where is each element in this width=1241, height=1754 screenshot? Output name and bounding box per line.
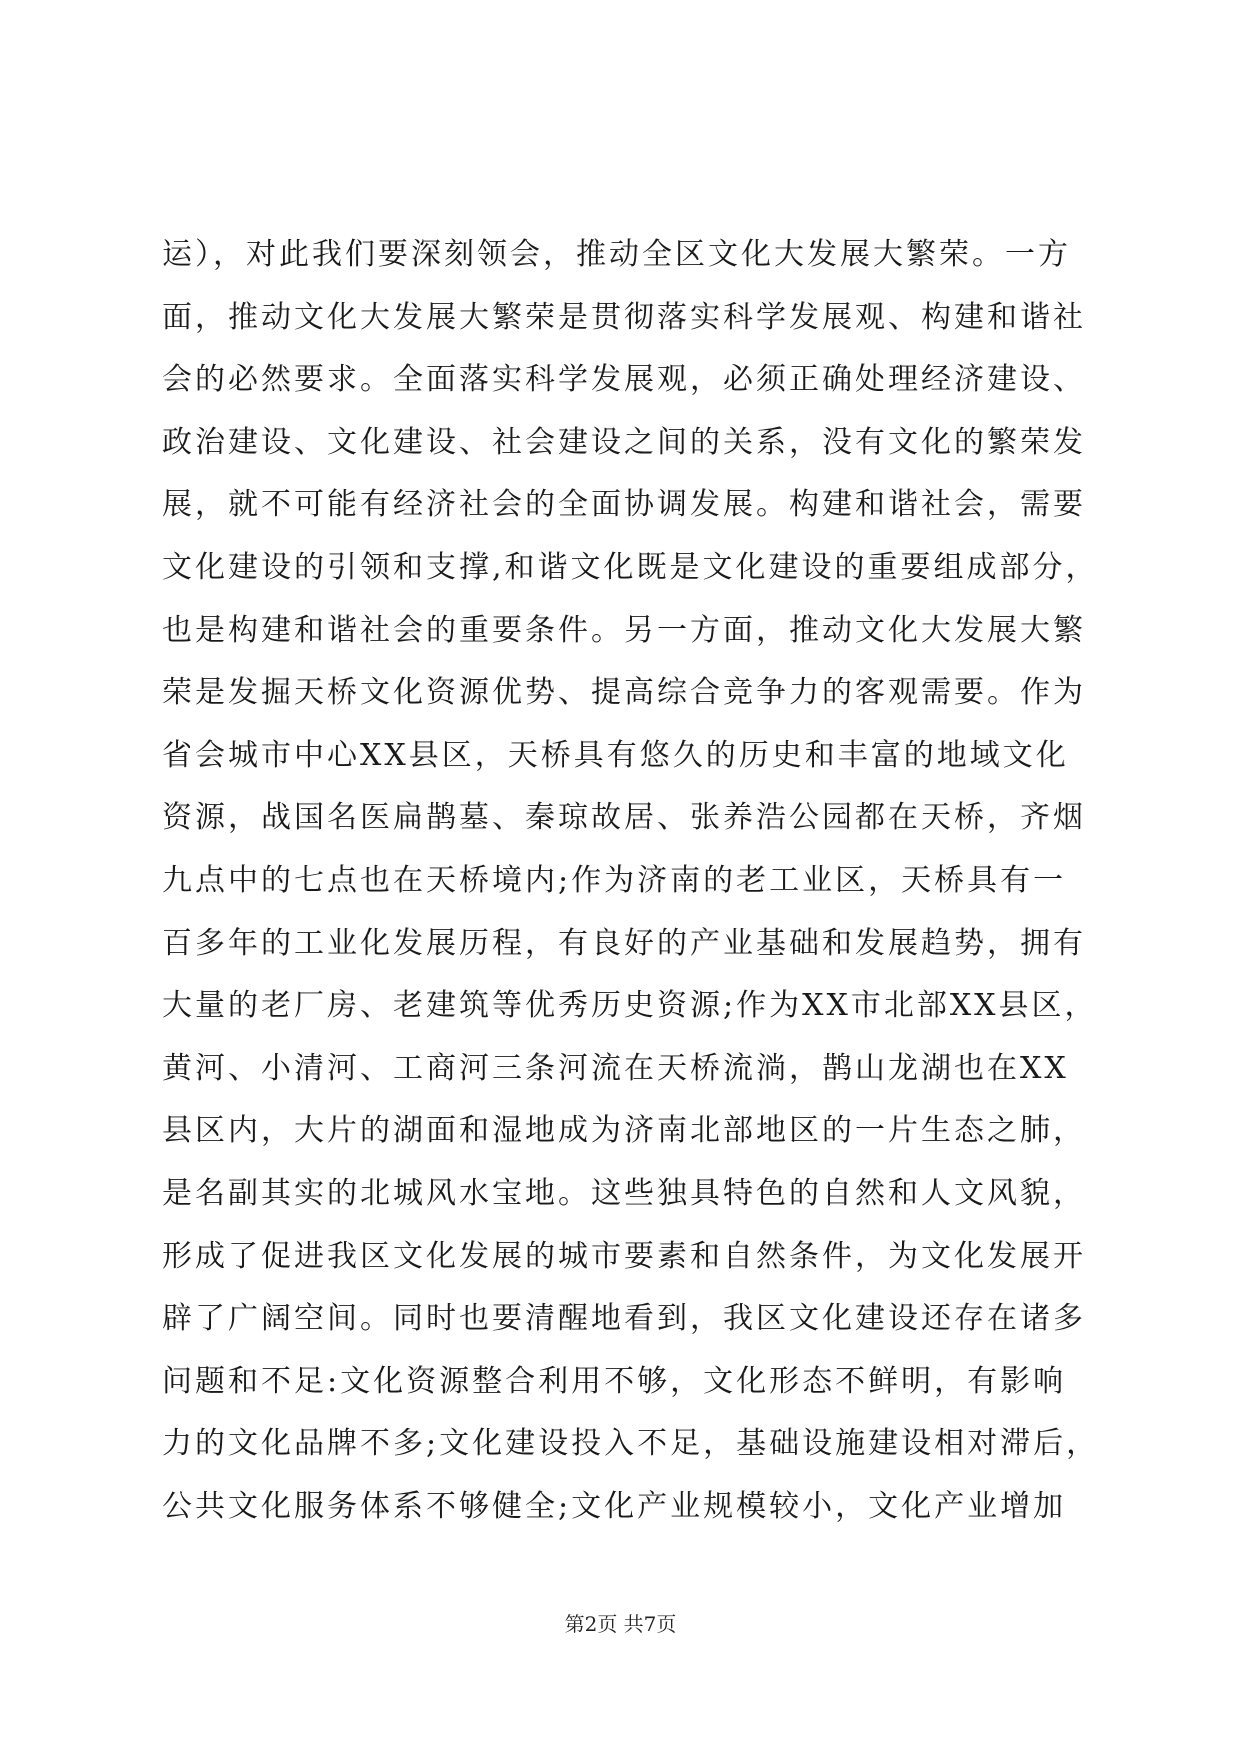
text-line: 辟了广阔空间。同时也要清醒地看到，我区文化建设还存在诸多 [162, 1301, 1086, 1337]
text-line: 资源，战国名医扁鹊墓、秦琼故居、张养浩公园都在天桥，齐烟 [162, 800, 1086, 836]
text-line: 县区内，大片的湖面和湿地成为济南北部地区的一片生态之肺， [162, 1113, 1086, 1149]
text-line: 也是构建和谐社会的重要条件。另一方面，推动文化大发展大繁 [162, 612, 1086, 648]
text-line: 形成了促进我区文化发展的城市要素和自然条件，为文化发展开 [162, 1238, 1086, 1274]
text-line: 力的文化品牌不多;文化建设投入不足，基础设施建设相对滞后， [162, 1426, 1100, 1462]
text-line: 公共文化服务体系不够健全;文化产业规模较小，文化产业增加 [162, 1488, 1067, 1524]
text-line: 文化建设的引领和支撑,和谐文化既是文化建设的重要组成部分， [162, 549, 1099, 585]
text-line: 展，就不可能有经济社会的全面协调发展。构建和谐社会，需要 [162, 487, 1086, 523]
text-line: 面，推动文化大发展大繁荣是贯彻落实科学发展观、构建和谐社 [162, 299, 1086, 335]
text-line: 政治建设、文化建设、社会建设之间的关系，没有文化的繁荣发 [162, 424, 1086, 460]
text-line: 百多年的工业化发展历程，有良好的产业基础和发展趋势，拥有 [162, 925, 1086, 961]
text-line: 是名副其实的北城风水宝地。这些独具特色的自然和人文风貌， [162, 1175, 1086, 1211]
page-number-footer: 第2页 共7页 [564, 1612, 677, 1636]
text-line: 荣是发掘天桥文化资源优势、提高综合竞争力的客观需要。作为 [162, 675, 1086, 711]
text-line: 运），对此我们要深刻领会，推动全区文化大发展大繁荣。一方 [162, 237, 1071, 272]
body-paragraph [162, 224, 1100, 1538]
text-line: 省会城市中心XX县区，天桥具有悠久的历史和丰富的地域文化 [162, 737, 1069, 773]
text-line: 问题和不足:文化资源整合利用不够，文化形态不鲜明，有影响 [162, 1363, 1067, 1399]
text-line: 黄河、小清河、工商河三条河流在天桥流淌，鹊山龙湖也在XX [162, 1050, 1069, 1086]
text-line: 会的必然要求。全面落实科学发展观，必须正确处理经济建设、 [162, 362, 1086, 398]
text-line: 大量的老厂房、老建筑等优秀历史资源;作为XX市北部XX县区， [162, 988, 1098, 1024]
text-line: 九点中的七点也在天桥境内;作为济南的老工业区，天桥具有一 [162, 862, 1067, 898]
